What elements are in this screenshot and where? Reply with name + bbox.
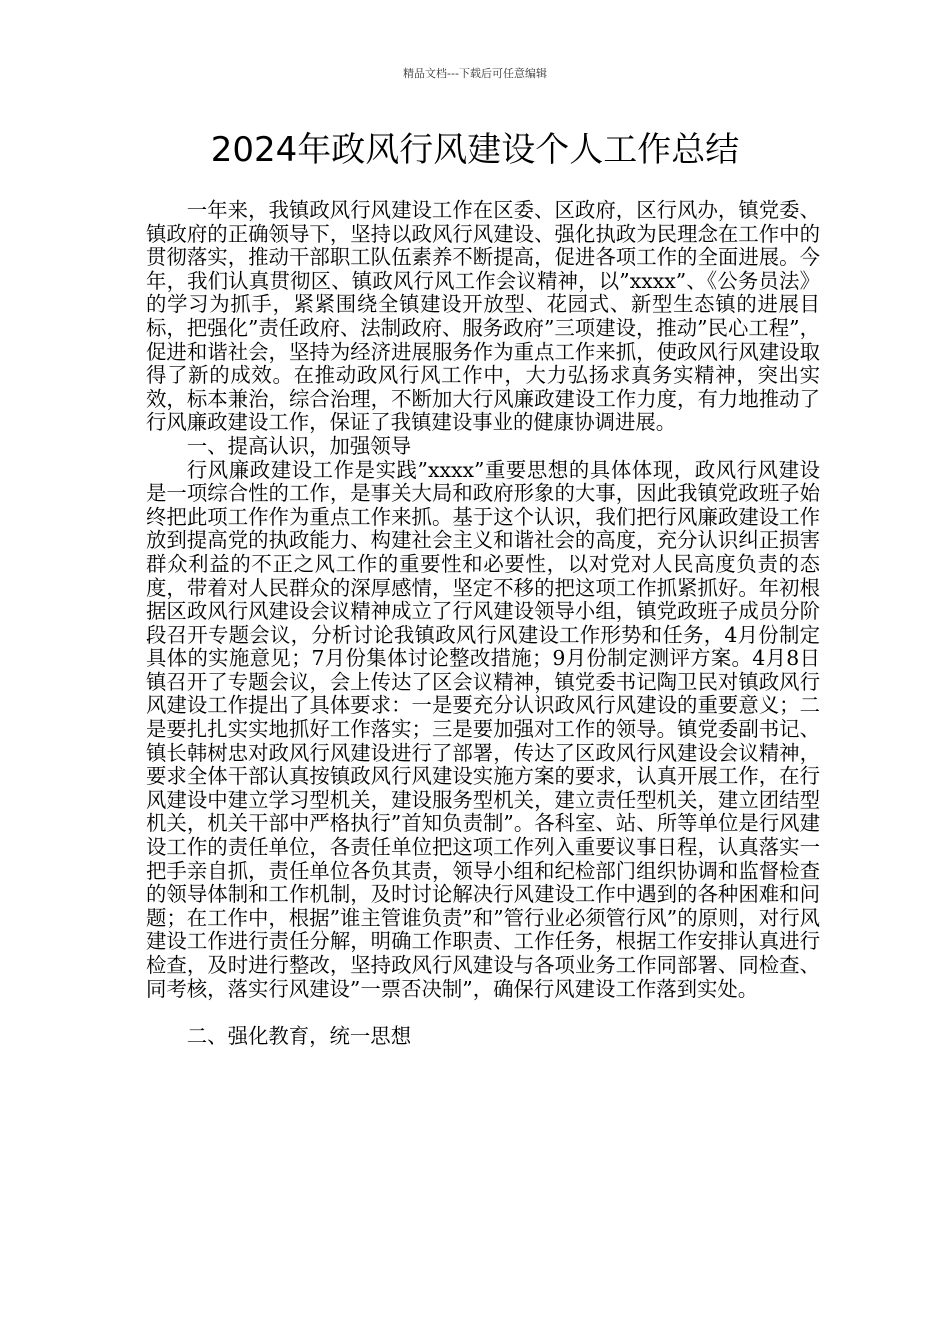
paragraph-gap — [146, 1001, 820, 1025]
section-1-heading: 一、提高认识，加强领导 — [186, 433, 412, 458]
document-body — [146, 199, 820, 1049]
document-title: 2024年政风行风建设个人工作总结 — [210, 130, 740, 170]
page-header-note: 精品文档---下载后可任意编辑 — [403, 67, 547, 80]
intro-paragraph: 一年来，我镇政风行风建设工作在区委、区政府，区行风办，镇党委、镇政府的正确领导下，坚持以政风行风建设、强化执政为民理念在工作中的贯彻落实，推动干部职工队伍素养不断提高，促进各项工作的全面进展。今年，我们认真贯彻区、镇政风行风工作会议精神，以”xxxx”、《公务员法》的学习为抓手，紧紧围绕全镇建设开放型、花园式、新型生态镇的进展目标，把强化”责任政府、法制政府、服务政府”三项建设，推动”民心工程”，促进和谐社会，坚持为经济进展服务作为重点工作来抓，使政风行风建设取得了新的成效。在推动政风行风工作中，大力弘扬求真务实精神，突出实效，标本兼治，综合治理，不断加大行风廉政建设工作力度，有力地推动了行风廉政建设工作，保证了我镇建设事业的健康协调进展。 — [146, 198, 820, 435]
section-2-heading: 二、强化教育，统一思想 — [186, 1024, 412, 1049]
section-1-paragraph: 行风廉政建设工作是实践”xxxx”重要思想的具体体现，政风行风建设是一项综合性的工作，是事关大局和政府形象的大事，因此我镇党政班子始终把此项工作作为重点工作来抓。基于这个认识，我们把行风廉政建设工作放到提高党的执政能力、构建社会主义和谐社会的高度，充分认识纠正损害群众利益的不正之风工作的重要性和必要性，以对党对人民高度负责的态度，带着对人民群众的深厚感情，坚定不移的把这项工作抓紧抓好。年初根据区政风行风建设会议精神成立了行风建设领导小组，镇党政班子成员分阶段召开专题会议，分析讨论我镇政风行风建设工作形势和任务，4月份制定具体的实施意见；7月份集体讨论整改措施；9月份制定测评方案。4月8日镇召开了专题会议，会上传达了区会议精神，镇党委书记陶卫民对镇政风行风建设工作提出了具体要求：一是要充分认识政风行风建设的重要意义；二是要扎扎实实地抓好工作落实；三是要加强对工作的领导。镇党委副书记、镇长韩树忠对政风行风建设进行了部署，传达了区政风行风建设会议精神，要求全体干部认真按镇政风行风建设实施方案的要求，认真开展工作，在行风建设中建立学习型机关，建设服务型机关，建立责任型机关，建立团结型机关，机关干部中严格执行”首知负责制”。各科室、站、所等单位是行风建设工作的责任单位，各责任单位把这项工作列入重要议事日程，认真落实一把手亲自抓，责任单位各负其责，领导小组和纪检部门组织协调和监督检查的领导体制和工作机制，及时讨论解决行风建设工作中遇到的各种困难和问题；在工作中，根据”谁主管谁负责”和”管行业必须管行风”的原则，对行风建设工作进行责任分解，明确工作职责、工作任务，根据工作安排认真进行检查，及时进行整改，坚持政风行风建设与各项业务工作同部署、同检查、同考核，落实行风建设”一票否决制”，确保行风建设工作落到实处。 — [146, 457, 820, 1001]
